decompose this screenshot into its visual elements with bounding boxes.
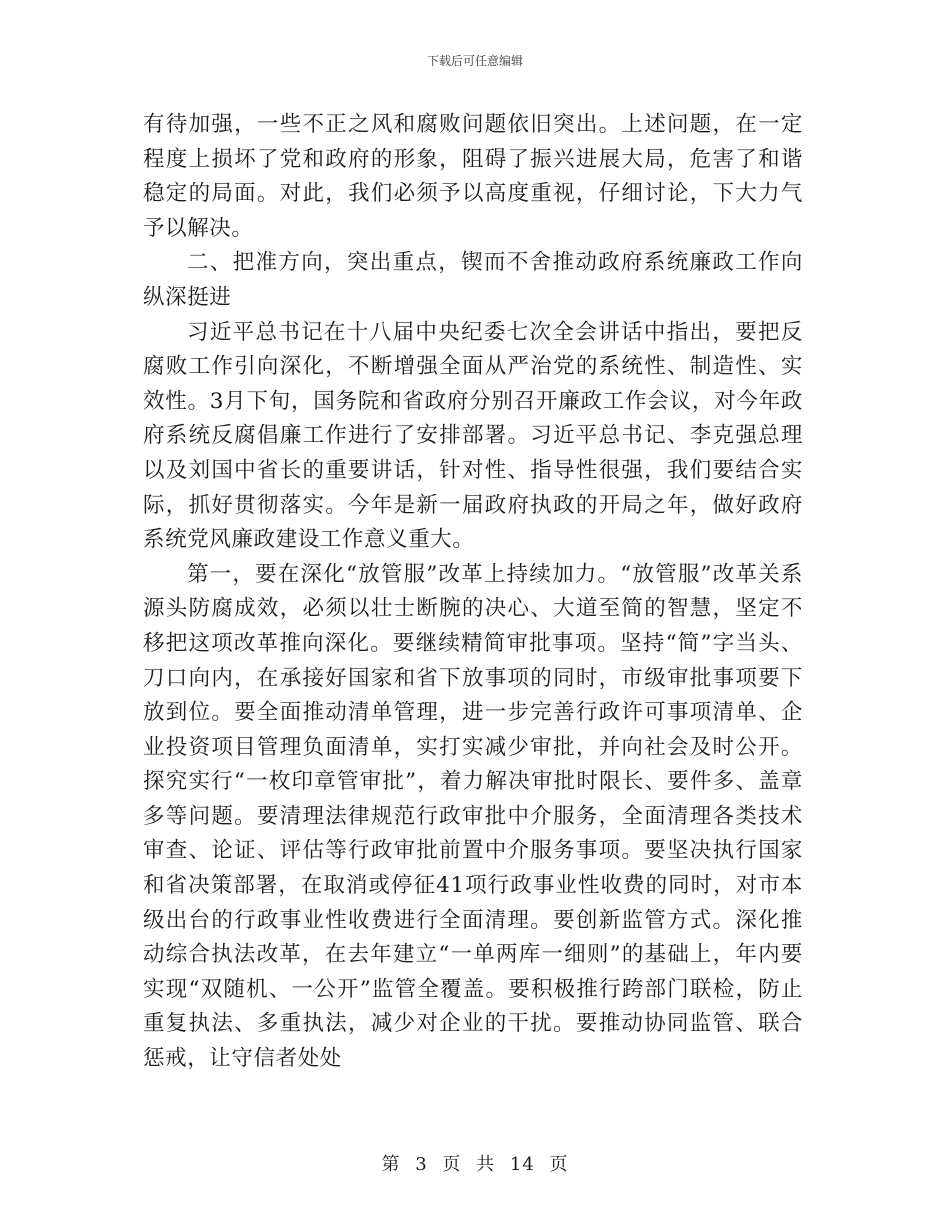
paragraph-continuation: 有待加强，一些不正之风和腐败问题依旧突出。上述问题，在一定程度上损坏了党和政府的形象，阻碍了振兴进展大局，危害了和谐稳定的局面。对此，我们必须予以高度重视，仔细讨论，下大力气予以解决。 <box>143 112 803 241</box>
total-label: 共 <box>476 1154 496 1175</box>
page-label: 第 <box>381 1154 401 1175</box>
document-body <box>143 108 803 1077</box>
total-unit: 页 <box>549 1154 569 1175</box>
page-unit: 页 <box>442 1154 462 1175</box>
header-note: 下载后可任意编辑 <box>426 54 523 68</box>
total-pages: 14 <box>509 1154 535 1175</box>
section-heading: 二、把准方向，突出重点，锲而不舍推动政府系统廉政工作向纵深挺进 <box>143 250 803 310</box>
paragraph: 第一，要在深化“放管服”改革上持续加力。“放管服”改革关系源头防腐成效，必须以壮士断腕的决心、大道至简的智慧，坚定不移把这项改革推向深化。要继续精简审批事项。坚持“简”字当头、刀口向内，在承接好国家和省下放事项的同时，市级审批事项要下放到位。要全面推动清单管理，进一步完善行政许可事项清单、企业投资项目管理负面清单，实打实减少审批，并向社会及时公开。探究实行“一枚印章管审批”，着力解决审批时限长、要件多、盖章多等问题。要清理法律规范行政审批中介服务，全面清理各类技术审查、论证、评估等行政审批前置中介服务事项。要坚决执行国家和省决策部署，在取消或停征41项行政事业性收费的同时，对市本级出台的行政事业性收费进行全面清理。要创新监管方式。深化推动综合执法改革，在去年建立“一单两库一细则”的基础上，年内要实现“双随机、一公开”监管全覆盖。要积极推行跨部门联检，防止重复执法、多重执法，减少对企业的干扰。要推动协同监管、联合惩戒，让守信者处处 <box>143 561 803 1072</box>
paragraph: 习近平总书记在十八届中央纪委七次全会讲话中指出，要把反腐败工作引向深化，不断增强全面从严治党的系统性、制造性、实效性。3月下旬，国务院和省政府分别召开廉政工作会议，对今年政府系统反腐倡廉工作进行了安排部署。习近平总书记、李克强总理以及刘国中省长的重要讲话，针对性、指导性很强，我们要结合实际，抓好贯彻落实。今年是新一届政府执政的开局之年，做好政府系统党风廉政建设工作意义重大。 <box>143 319 803 553</box>
current-page: 3 <box>415 1154 428 1175</box>
page-number <box>0 1150 950 1176</box>
